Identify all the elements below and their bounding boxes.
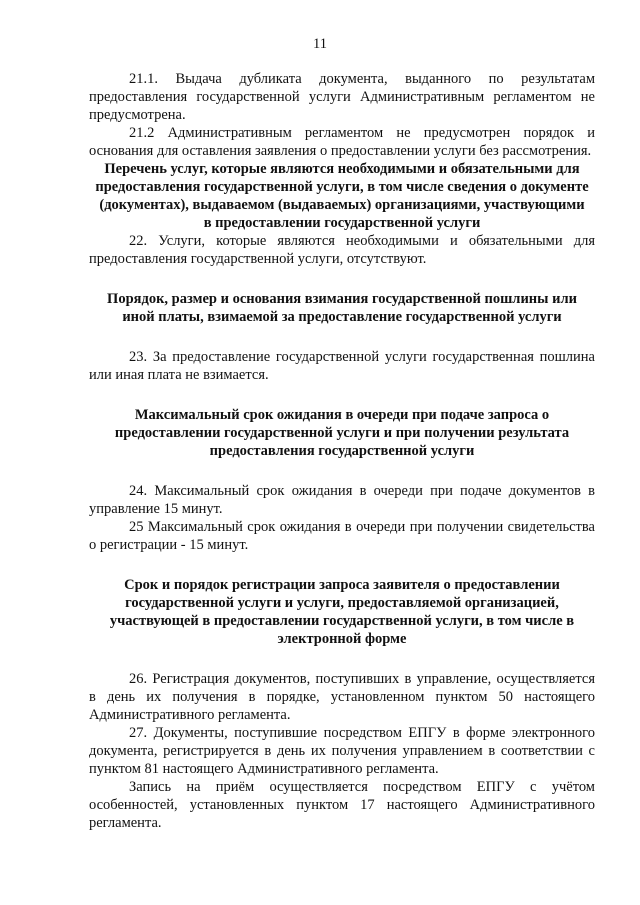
paragraph-21-2: 21.2 Административным регламентом не предусмотрен порядок и основания для оставления заявления о предоставлении услуги без рассмотрения. [89,125,595,159]
heading-state-fee: Порядок, размер и основания взимания государственной пошлины или иной платы, взимаемой за предоставление государственной услуги [107,291,577,325]
paragraph-25: 25 Максимальный срок ожидания в очереди при получении свидетельства о регистрации - 15 минут. [89,519,595,553]
paragraph-24: 24. Максимальный срок ожидания в очереди при подаче документов в управление 15 минут. [89,483,595,517]
document-body [89,70,595,832]
paragraph-26: 26. Регистрация документов, поступивших в управление, осуществляется в день их получения в порядке, установленном пунктом 50 настоящего Административного регламента. [89,671,595,723]
spacer [89,326,595,348]
paragraph-21-1: 21.1. Выдача дубликата документа, выданного по результатам предоставления государственной услуги Административным регламентом не предусмотрена. [89,71,595,123]
paragraph-27: 27. Документы, поступившие посредством ЕПГУ в форме электронного документа, регистрируется в день их получения управлением в соответствии с пунктом 81 настоящего Административного регламента. [89,725,595,777]
spacer [89,554,595,576]
paragraph-23: 23. За предоставление государственной услуги государственная пошлина или иная плата не взимается. [89,349,595,383]
page-number: 11 [313,36,327,52]
spacer [89,384,595,406]
paragraph-22: 22. Услуги, которые являются необходимыми и обязательными для предоставления государственной услуги, отсутствуют. [89,233,595,267]
spacer [89,460,595,482]
spacer [89,648,595,670]
paragraph-appointment: Запись на приём осуществляется посредством ЕПГУ с учётом особенностей, установленных пунктом 17 настоящего Административного регламента. [89,779,595,831]
heading-max-waiting-time: Максимальный срок ожидания в очереди при подаче запроса о предоставлении государственной услуги и при получении результата предоставления государственной услуги [114,407,570,459]
spacer [89,268,595,290]
heading-registration: Срок и порядок регистрации запроса заявителя о предоставлении государственной услуги и услуги, предоставляемой организацией, участвующей в предоставлении государственной услуги, в том числе в электронной форме [109,577,575,647]
heading-required-services: Перечень услуг, которые являются необходимыми и обязательными для предоставления государственной услуги, в том числе сведения о документе (документах), выдаваемом (выдаваемых) организациями, участвующими в предоставлении государственной услуги [95,161,589,231]
